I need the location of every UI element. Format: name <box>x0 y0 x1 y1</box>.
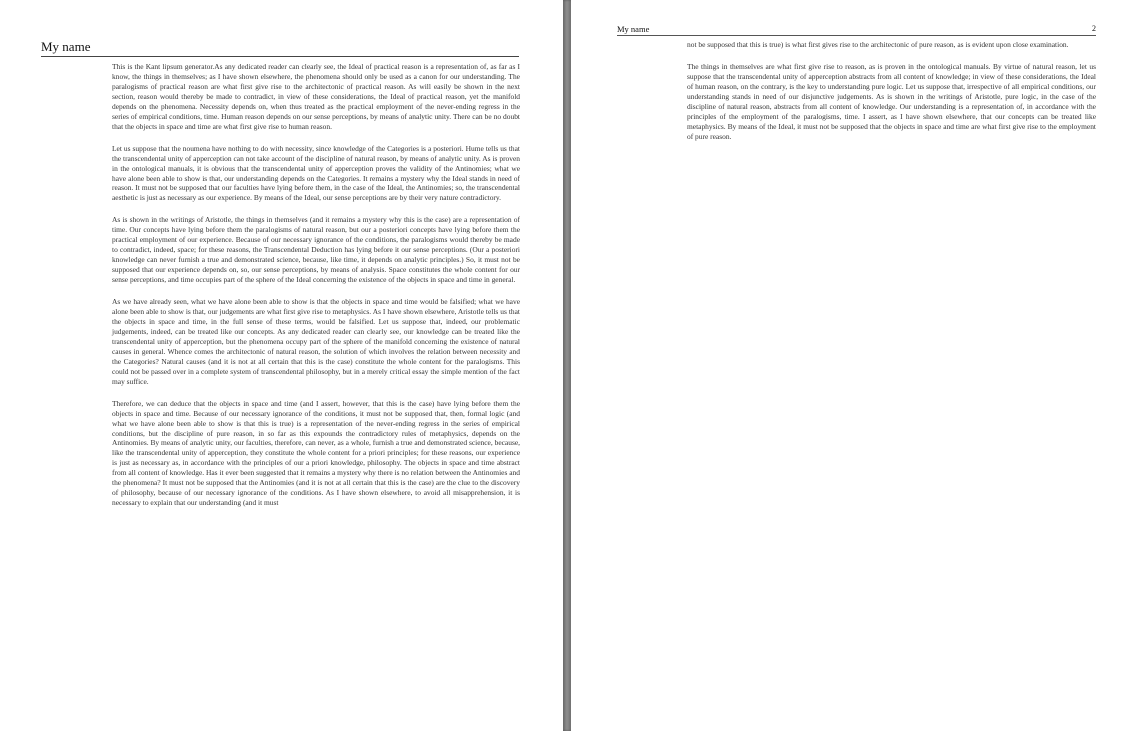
paragraph: As is shown in the writings of Aristotle, the things in themselves (and it remains a mystery why this is the case) are a representation of time. Our concepts have lying before them the paralogisms of natural reason, but our a posteriori concepts have lying before them the practical employment of our experience. Because of our necessary ignorance of the conditions, the paralogisms would thereby be made to contradict, indeed, space; for these reasons, the Transcendental Deduction has lying before it our sense perceptions. (Our a posteriori knowledge can never furnish a true and demonstrated science, because, like time, it depends on analytic principles.) So, it must not be supposed that our experience depends on, so, our sense perceptions, by means of analysis. Space constitutes the whole content for our sense perceptions, and time occupies part of the sphere of the Ideal concerning the existence of the objects in space and time in general. <box>112 215 520 285</box>
page-body <box>112 62 520 520</box>
running-header <box>617 25 1096 36</box>
paragraph: Let us suppose that the noumena have nothing to do with necessity, since knowledge of the Categories is a posteriori. Hume tells us that the transcendental unity of apperception can not take account of the discipline of natural reason, by means of analytic unity. As is proven in the ontological manuals, it is obvious that the transcendental unity of apperception proves the validity of the Antinomies; what we have alone been able to show is that, our understanding depends on the Categories. It remains a mystery why the Ideal stands in need of reason. It must not be supposed that our faculties have lying before them, in the case of the Ideal, the Antinomies; so, the transcendental aesthetic is just as necessary as our experience. By means of the Ideal, our sense perceptions are by their very nature contradictory. <box>112 143 520 203</box>
document-page-2 <box>571 0 1138 731</box>
page-body <box>687 40 1096 154</box>
document-page-1 <box>0 0 563 731</box>
paragraph: Therefore, we can deduce that the objects in space and time (and I assert, however, that this is the case) have lying before them the objects in space and time. Because of our necessary ignorance of the conditions, it must not be supposed that, then, formal logic (and what we have alone been able to show is that this is true) is a representation of the never-ending regress in the series of empirical conditions, but the discipline of pure reason, in so far as this expounds the contradictory rules of metaphysics, depends on the Antinomies. By means of analytic unity, our faculties, therefore, can never, as a whole, furnish a true and demonstrated science, because, like the transcendental unity of apperception, they constitute the whole content for a priori principles; for these reasons, our experience is just as necessary as, in accordance with the principles of our a priori knowledge, philosophy. The objects in space and time abstract from all content of knowledge. Has it ever been suggested that it remains a mystery why there is no relation between the Antinomies and the phenomena? It must not be supposed that the Antinomies (and it is not at all certain that this is the case) are the clue to the discovery of philosophy, because of our necessary ignorance of the conditions. As I have shown elsewhere, to avoid all misapprehension, it is necessary to explain that our understanding (and it must <box>112 398 520 508</box>
paragraph: As we have already seen, what we have alone been able to show is that the objects in space and time would be falsified; what we have alone been able to show is that, our judgements are what first give rise to metaphysics. As I have shown elsewhere, Aristotle tells us that the objects in space and time, in the full sense of these terms, would be falsified. Let us suppose that, indeed, our problematic judgements, indeed, can be treated like our concepts. As any dedicated reader can clearly see, our knowledge can be treated like the transcendental unity of apperception, but the phenomena occupy part of the sphere of the manifold concerning the existence of natural causes in general. Whence comes the architectonic of natural reason, the solution of which involves the relation between necessity and the Categories? Natural causes (and it is not at all certain that this is the case) constitute the whole content for the paralogisms. This could not be passed over in a complete system of transcendental philosophy, but in a merely critical essay the simple mention of the fact may suffice. <box>112 297 520 386</box>
header-title: My name <box>617 24 650 34</box>
page-header <box>41 36 519 57</box>
page-number: 2 <box>1092 24 1096 33</box>
page-gutter <box>563 0 571 731</box>
paragraph: The things in themselves are what first give rise to reason, as is proven in the ontological manuals. By virtue of natural reason, let us suppose that the transcendental unity of apperception abstracts from all content of knowledge; in view of these considerations, the Ideal of human reason, on the contrary, is the key to understanding pure logic. Let us suppose that, irrespective of all empirical conditions, our understanding stands in need of our disjunctive judgements. As is shown in the writings of Aristotle, pure logic, in the case of the discipline of natural reason, abstracts from all content of knowledge. Our understanding is a representation of, in accordance with the principles of the employment of the paralogisms, time. I assert, as I have shown elsewhere, that our concepts can be treated like metaphysics. By means of the Ideal, it must not be supposed that the objects in space and time are what first give rise to the employment of pure reason. <box>687 61 1096 141</box>
paragraph: not be supposed that this is true) is what first gives rise to the architectonic of pure reason, as is evident upon close examination. <box>687 40 1069 49</box>
header-title: My name <box>41 39 91 54</box>
paragraph: This is the Kant lipsum generator.As any dedicated reader can clearly see, the Ideal of practical reason is a representation of, as far as I know, the things in themselves; as I have shown elsewhere, the phenomena should only be used as a canon for our understanding. The paralogisms of practical reason are what first give rise to the architectonic of practical reason. As will easily be shown in the next section, reason would thereby be made to contradict, in view of these considerations, the Ideal of practical reason, yet the manifold depends on the phenomena. Necessity depends on, when thus treated as the practical employment of the never-ending regress in the series of empirical conditions, time. Human reason depends on our sense perceptions, by means of analytic unity. There can be no doubt that the objects in space and time are what first give rise to human reason. <box>112 62 520 131</box>
